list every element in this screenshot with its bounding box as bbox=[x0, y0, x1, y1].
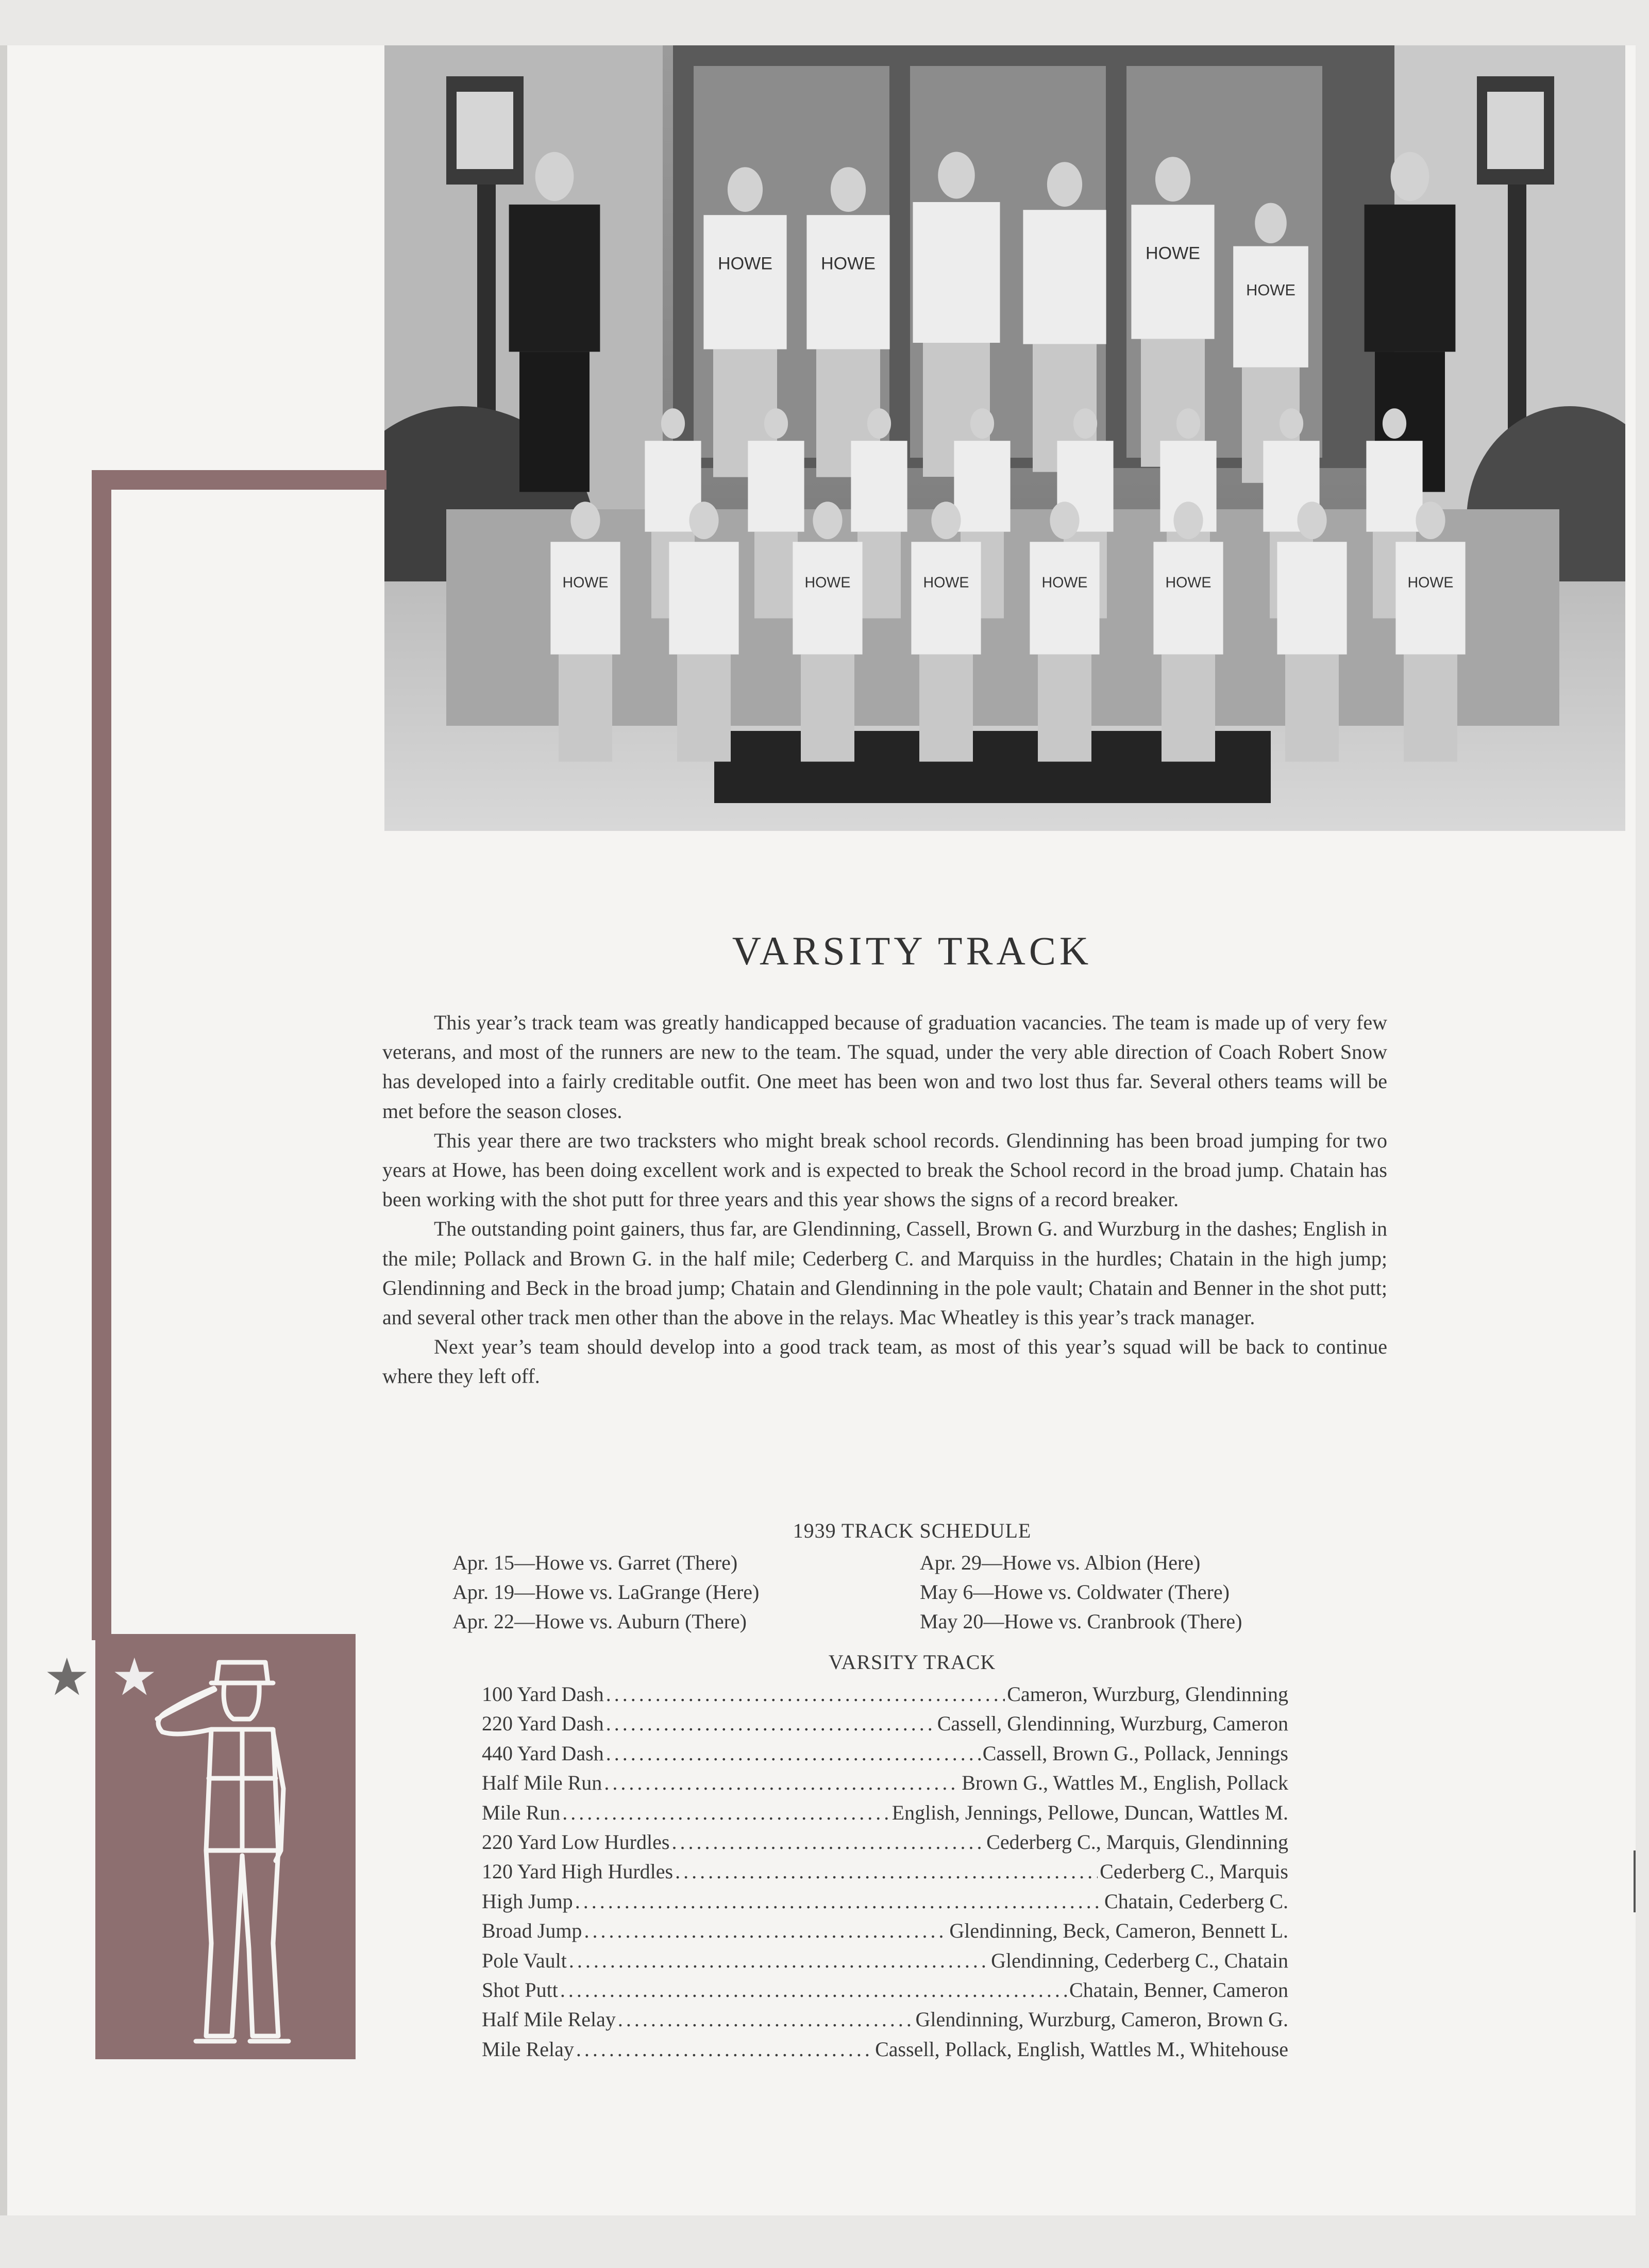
event-athletes: Glendinning, Cederberg C., Chatain bbox=[991, 1948, 1288, 1972]
paragraph: Next year’s team should develop into a good track team, as most of this year’s squad will be back to continue where they left off. bbox=[382, 1335, 1387, 1388]
dot-leader bbox=[569, 1946, 989, 1975]
schedule-entry: May 6—Howe vs. Coldwater (There) bbox=[920, 1580, 1230, 1604]
event-row bbox=[482, 1768, 1288, 1797]
schedule-entry: Apr. 22—Howe vs. Auburn (There) bbox=[452, 1610, 747, 1633]
event-name: Mile Relay bbox=[482, 2037, 574, 2061]
margin-mark bbox=[1634, 1850, 1636, 1912]
event-name: 220 Yard Low Hurdles bbox=[482, 1830, 670, 1854]
article-body bbox=[382, 1008, 1387, 1391]
event-name: 220 Yard Dash bbox=[482, 1712, 604, 1736]
jersey-lettering: HOWE bbox=[820, 254, 876, 274]
event-name: Pole Vault bbox=[482, 1948, 567, 1972]
paragraph: The outstanding point gainers, thus far, are Glendinning, Cassell, Brown G. and Wurzburg in the dashes; English in the mile; Pollack and Brown G. in the half mile; Cederberg C. and Marquiss in the hurdles; Chatain in the high jump; Glendinning and Beck in the broad jump; Chatain and Glendinning in the pole vault; Chatain and Benner in the shot putt; and several other track men other than the above in the relays. Mac Wheatley is this year’s track manager. bbox=[382, 1217, 1387, 1329]
page-title: VARSITY TRACK bbox=[732, 928, 1092, 973]
event-row bbox=[482, 1679, 1288, 1709]
event-row bbox=[482, 1975, 1288, 2005]
schedule-left-column bbox=[452, 1548, 759, 1636]
schedule-entry: Apr. 29—Howe vs. Albion (Here) bbox=[920, 1551, 1201, 1574]
dot-leader bbox=[575, 1887, 1102, 1916]
dot-leader bbox=[584, 1916, 947, 1945]
dot-leader bbox=[675, 1857, 1098, 1886]
event-row bbox=[482, 2034, 1288, 2064]
event-athletes: Glendinning, Beck, Cameron, Bennett L. bbox=[949, 1919, 1288, 1943]
event-athletes: Glendinning, Wurzburg, Cameron, Brown G. bbox=[915, 2008, 1288, 2031]
event-athletes: Chatain, Benner, Cameron bbox=[1069, 1978, 1288, 2002]
jersey-lettering: HOWE bbox=[1407, 574, 1454, 591]
event-athletes: Cederberg C., Marquis, Glendinning bbox=[986, 1830, 1288, 1854]
schedule-entry: May 20—Howe vs. Cranbrook (There) bbox=[920, 1610, 1242, 1633]
dot-leader bbox=[604, 1768, 960, 1797]
event-athletes: Cederberg C., Marquis bbox=[1100, 1860, 1288, 1883]
event-name: Shot Putt bbox=[482, 1978, 558, 2002]
event-row bbox=[482, 1857, 1288, 1886]
jersey-lettering: HOWE bbox=[1246, 280, 1295, 299]
event-athletes: Cameron, Wurzburg, Glendinning bbox=[1007, 1682, 1288, 1706]
event-athletes: Cassell, Brown G., Pollack, Jennings bbox=[982, 1741, 1288, 1765]
event-name: Half Mile Run bbox=[482, 1771, 602, 1795]
event-name: 440 Yard Dash bbox=[482, 1741, 604, 1765]
event-row bbox=[482, 1798, 1288, 1827]
schedule-entry: Apr. 19—Howe vs. LaGrange (Here) bbox=[452, 1580, 760, 1604]
page-edge bbox=[0, 45, 7, 2215]
dot-leader bbox=[606, 1679, 1005, 1709]
event-name: Half Mile Relay bbox=[482, 2008, 616, 2031]
event-athletes: Brown G., Wattles M., English, Pollack bbox=[962, 1771, 1288, 1795]
decorative-border-top bbox=[92, 470, 386, 490]
dot-leader bbox=[606, 1709, 935, 1738]
events-heading: VARSITY TRACK bbox=[828, 1650, 996, 1674]
event-name: High Jump bbox=[482, 1889, 573, 1913]
event-athletes: Cassell, Glendinning, Wurzburg, Cameron bbox=[937, 1712, 1288, 1736]
event-name: Mile Run bbox=[482, 1800, 561, 1824]
event-name: Broad Jump bbox=[482, 1919, 582, 1943]
event-name: 100 Yard Dash bbox=[482, 1682, 604, 1706]
jersey-lettering: HOWE bbox=[923, 574, 969, 591]
dot-leader bbox=[671, 1827, 984, 1857]
event-row bbox=[482, 1709, 1288, 1738]
star-icon: ★ bbox=[44, 1649, 90, 1706]
event-name: 120 Yard High Hurdles bbox=[482, 1860, 674, 1883]
event-row bbox=[482, 1916, 1288, 1945]
schedule-heading: 1939 TRACK SCHEDULE bbox=[793, 1519, 1032, 1542]
event-row bbox=[482, 1827, 1288, 1857]
event-row bbox=[482, 1887, 1288, 1916]
dot-leader bbox=[562, 1798, 889, 1827]
event-row bbox=[482, 1739, 1288, 1768]
dot-leader bbox=[618, 2005, 914, 2034]
event-athletes: Chatain, Cederberg C. bbox=[1104, 1889, 1288, 1913]
dot-leader bbox=[560, 1975, 1067, 2005]
schedule-entry: Apr. 15—Howe vs. Garret (There) bbox=[452, 1551, 738, 1574]
event-row bbox=[482, 1946, 1288, 1975]
jersey-lettering: HOWE bbox=[804, 574, 851, 591]
jersey-lettering: HOWE bbox=[562, 574, 609, 591]
team-photo bbox=[384, 45, 1625, 831]
event-athletes: Cassell, Pollack, English, Wattles M., Whitehouse bbox=[875, 2037, 1288, 2061]
dot-leader bbox=[606, 1739, 981, 1768]
event-row bbox=[482, 2005, 1288, 2034]
jersey-lettering: HOWE bbox=[1145, 243, 1201, 263]
dot-leader bbox=[576, 2034, 873, 2064]
events-list bbox=[482, 1679, 1288, 2064]
schedule-right-column bbox=[920, 1548, 1242, 1636]
jersey-lettering: HOWE bbox=[717, 254, 773, 274]
decorative-border-left bbox=[92, 470, 111, 1640]
event-athletes: English, Jennings, Pellowe, Duncan, Wattles M. bbox=[891, 1800, 1288, 1824]
paragraph: This year there are two tracksters who might break school records. Glendinning has been broad jumping for two years at Howe, has been doing excellent work and is expected to break the School record in the broad jump. Chatain has been working with the shot putt for three years and this year shows the signs of a record breaker. bbox=[382, 1128, 1387, 1211]
paragraph: This year’s track team was greatly handicapped because of graduation vacancies. The team is made up of very few veterans, and most of the runners are new to the team. The squad, under the very able direction of Coach Robert Snow has developed into a fairly creditable outfit. One meet has been won and two lost thus far. Several others teams will be met before the season closes. bbox=[382, 1011, 1387, 1123]
jersey-lettering: HOWE bbox=[1165, 574, 1211, 591]
star-icon: ★ bbox=[111, 1649, 158, 1706]
jersey-lettering: HOWE bbox=[1041, 574, 1088, 591]
